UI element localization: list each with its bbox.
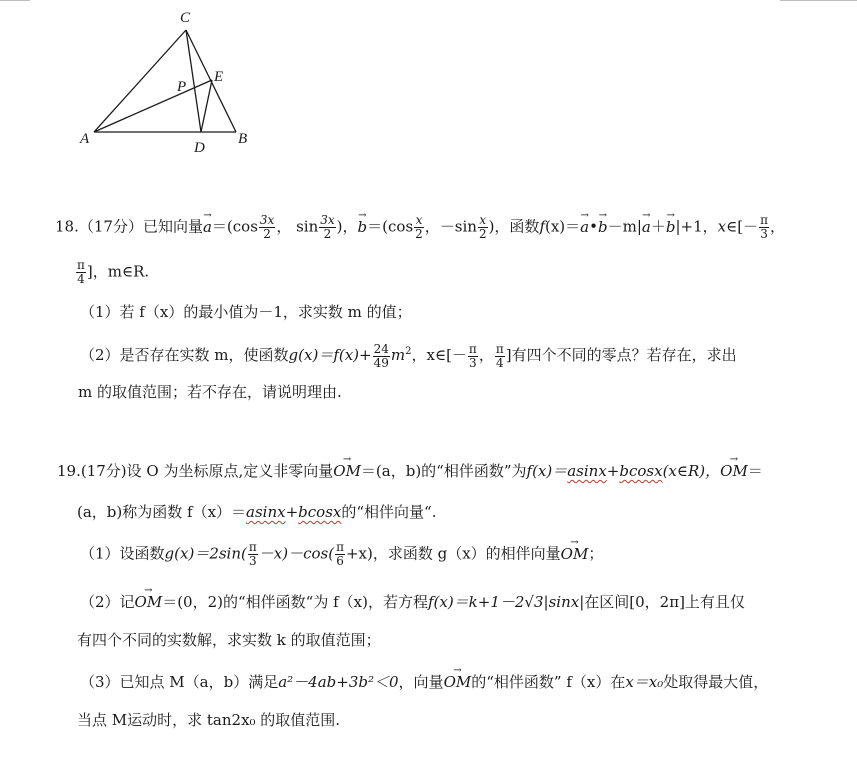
q19-p3-intro: （3）已知点 M（a，b）满足 <box>80 673 279 691</box>
q19-domain: (x∈R)， <box>662 462 721 480</box>
q19-bcosx: bcosx <box>619 462 663 480</box>
q19-def: ＝(a，b)的“相伴函数”为 <box>360 462 527 480</box>
q18-range-comma: ， <box>769 217 785 236</box>
q18-domain: ]，m∈R. <box>86 262 150 281</box>
q18-minus-m: －m| <box>607 217 642 236</box>
q19-part-2-line-1 <box>80 591 745 613</box>
q19-part-3-line-2: 当点 M运动时，求 tan2x₀ 的取值范围. <box>77 711 341 729</box>
top-rule-right <box>780 0 857 1</box>
q19-l2-end: 的“相伴向量“. <box>341 503 437 521</box>
q18-line-1 <box>55 214 785 241</box>
dot-op: • <box>589 217 598 236</box>
q19-p1-end: ； <box>588 544 604 563</box>
segment-AE <box>94 80 212 132</box>
q19-number: 19. <box>57 462 81 480</box>
q18-close: ) <box>336 217 343 236</box>
q18-part-2-line-2: m 的取值范围；若不存在，请说明理由. <box>78 383 342 401</box>
q18-x: x <box>717 217 727 236</box>
segment-DE <box>201 80 212 132</box>
frac-pi-3: $\frac{\pi}{3}$ <box>760 213 768 241</box>
q19-plus-2: + <box>285 503 299 521</box>
vector-OM-3: → OM <box>561 543 589 565</box>
q18-minus-sin: ，－sin <box>424 217 477 236</box>
q19-p1-intro: （1）设函数 <box>80 544 165 563</box>
q19-p2-intro: （2）记 <box>80 593 135 611</box>
vector-a: → a <box>203 216 212 238</box>
frac-3x-2b: $\frac{3x}{2}$ <box>320 213 335 241</box>
frac-x-2b: $\frac{x}{2}$ <box>478 213 487 241</box>
q18-part-1: （1）若 f（x）的最小值为－1，求实数 m 的值； <box>80 303 412 321</box>
q18-m: m <box>390 346 406 364</box>
q19-intro: 设 O 为坐标原点,定义非零向量 <box>126 462 334 480</box>
q19-p2-interval: 在区间[0，2π]上有且仅 <box>584 593 745 611</box>
vector-OM: → OM <box>333 460 361 482</box>
q18-p2-question: ]有四个不同的零点？若存在，求出 <box>505 346 737 364</box>
q18-b-def: ＝(cos <box>367 217 414 236</box>
vector-b-2: → b <box>598 216 608 238</box>
frac-x-2: $\frac{x}{2}$ <box>415 213 423 241</box>
vector-OM-5: → OM <box>444 671 472 693</box>
q18-comma-2: ， <box>342 217 358 236</box>
q18-comma: ， <box>276 217 292 236</box>
frac-pi-3b: $\frac{\pi}{3}$ <box>468 341 477 370</box>
vector-b: → b <box>358 216 368 238</box>
q19-bcosx-2: bcosx <box>298 503 342 521</box>
point-label-B: B <box>238 131 248 147</box>
q19-part-1 <box>80 541 603 568</box>
triangle-figure <box>70 2 270 162</box>
frac-pi-4: $\frac{\pi}{4}$ <box>77 258 85 286</box>
point-label-C: C <box>180 10 191 26</box>
top-rule-left <box>0 0 30 1</box>
q18-g-def: g(x)＝f(x)+ <box>288 346 372 364</box>
q19-score: (17分) <box>80 462 127 480</box>
q18-f: f <box>539 217 545 236</box>
q18-score: （17分） <box>78 217 143 236</box>
q19-p3-vector-label: ，向量 <box>398 673 444 691</box>
q18-a-def: ＝(cos <box>211 217 258 236</box>
q19-p2-def: ＝(0，2)的“相伴函数“为 f（x)，若方程 <box>162 593 428 611</box>
point-label-E: E <box>214 69 224 85</box>
q18-f-arg: (x)＝ <box>545 217 581 236</box>
q18-sin: sin <box>291 217 319 236</box>
q19-g-def: g(x)＝2sin( <box>164 544 247 563</box>
q19-p3-def: 的“相伴函数” f（x）在 <box>471 673 626 691</box>
q18-p2-intro: （2）是否存在实数 m，使函数 <box>80 346 289 364</box>
q18-p2-range: ，x∈[－ <box>411 346 467 364</box>
q19-p3-inequality: a²－4ab+3b²＜0 <box>278 673 399 691</box>
vector-a-2: → a <box>580 216 589 238</box>
q18-p2-comma: ， <box>478 346 494 364</box>
vector-OM-4: → OM <box>135 591 163 613</box>
q18-intro: 已知向量 <box>142 217 203 236</box>
point-label-D: D <box>194 140 205 156</box>
q19-eq: ＝ <box>747 462 763 480</box>
q18-range-start: ∈[－ <box>726 217 759 236</box>
point-label-P: P <box>177 79 187 95</box>
q18-number: 18. <box>55 217 79 236</box>
vector-b-3: → b <box>666 216 676 238</box>
q19-p3-x0: x＝x₀ <box>625 673 664 691</box>
vector-OM-2: → OM <box>720 460 748 482</box>
vector-a-3: → a <box>642 216 651 238</box>
q19-f: f(x)＝ <box>526 462 568 480</box>
q19-line-1 <box>57 460 763 482</box>
q18-function-label: )，函数 <box>488 217 540 236</box>
q19-plus: + <box>606 462 620 480</box>
q19-line-2 <box>77 501 436 523</box>
q18-line-2 <box>75 259 149 286</box>
q18-plus: ＋ <box>650 217 666 236</box>
frac-pi-6: $\frac{\pi}{6}$ <box>336 540 344 568</box>
q19-p1-question: +x)，求函数 g（x）的相伴向量 <box>345 544 561 563</box>
q19-part-3-line-1 <box>80 671 768 693</box>
q19-l2-start: (a，b)称为函数 f（x）＝ <box>77 503 247 521</box>
frac-pi-4b: $\frac{\pi}{4}$ <box>495 341 504 370</box>
q19-p2-equation: f(x)＝k+1－2√3|sinx| <box>427 593 585 611</box>
q19-p3-max: 处取得最大值， <box>663 673 769 691</box>
q18-part-2-line-1 <box>80 341 737 370</box>
point-label-A: A <box>80 131 90 147</box>
q19-part-2-line-2: 有四个不同的实数解，求实数 k 的取值范围； <box>77 631 381 649</box>
segment-AC <box>94 30 186 132</box>
q19-asinx-2: asinx <box>246 503 286 521</box>
q18-abs-end: |+1， <box>675 217 718 236</box>
frac-pi-3-q19: $\frac{\pi}{3}$ <box>248 540 257 568</box>
q18-square: 2 <box>405 346 412 357</box>
q19-asinx: asinx <box>567 462 607 480</box>
q19-g-mid: －x)－cos( <box>258 544 335 563</box>
frac-24-49: $\frac{24}{49}$ <box>373 341 389 370</box>
frac-3x-2: $\frac{3x}{2}$ <box>259 213 275 241</box>
